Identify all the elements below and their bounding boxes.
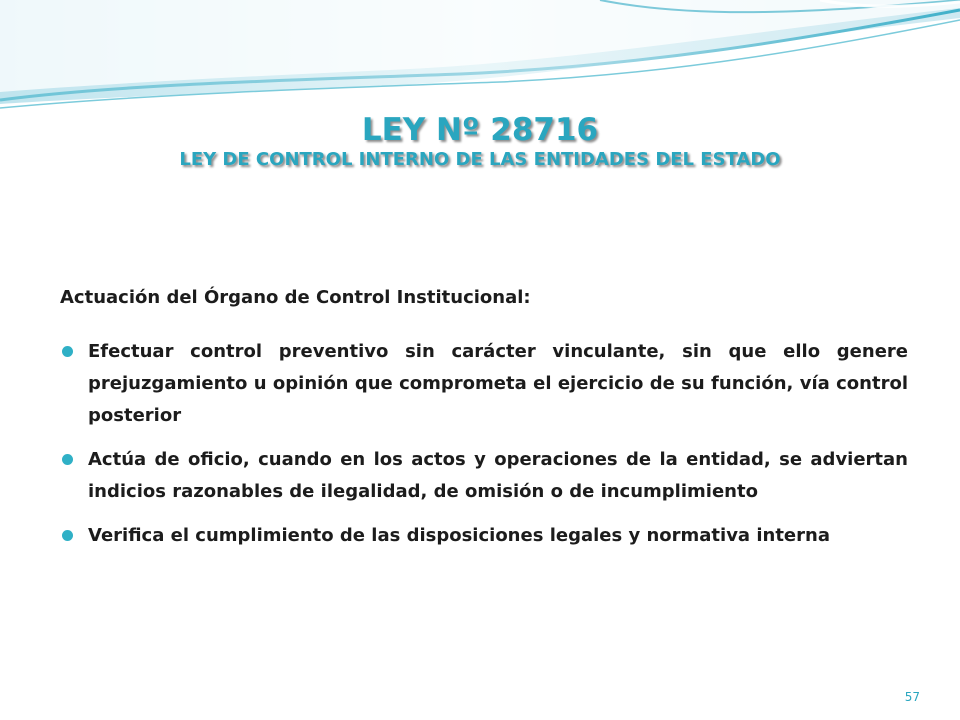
bullet-text: Efectuar control preventivo sin carácter vinculante, sin que ello genere prejuzgamiento u opinión que comprometa el ejercicio de su función, vía control posterior (88, 341, 908, 426)
slide-subtitle: LEY DE CONTROL INTERNO DE LAS ENTIDADES DEL ESTADO (179, 149, 781, 170)
bullet-icon (62, 454, 73, 465)
bullet-list (60, 336, 908, 552)
intro-heading: Actuación del Órgano de Control Institucional: (60, 287, 531, 308)
bullet-icon (62, 346, 73, 357)
bullet-item (60, 520, 908, 552)
slide-title-block (0, 112, 960, 172)
slide-title: LEY Nº 28716 (361, 112, 599, 148)
bullet-item (60, 444, 908, 508)
slide-body (60, 282, 908, 564)
bullet-icon (62, 530, 73, 541)
bullet-text: Actúa de oficio, cuando en los actos y operaciones de la entidad, se adviertan indicios razonables de ilegalidad, de omisión o de incumplimiento (88, 449, 908, 502)
bullet-text: Verifica el cumplimiento de las disposiciones legales y normativa interna (88, 525, 830, 546)
bullet-item (60, 336, 908, 432)
page-number: 57 (904, 690, 920, 704)
header-wave-decoration (0, 0, 960, 120)
